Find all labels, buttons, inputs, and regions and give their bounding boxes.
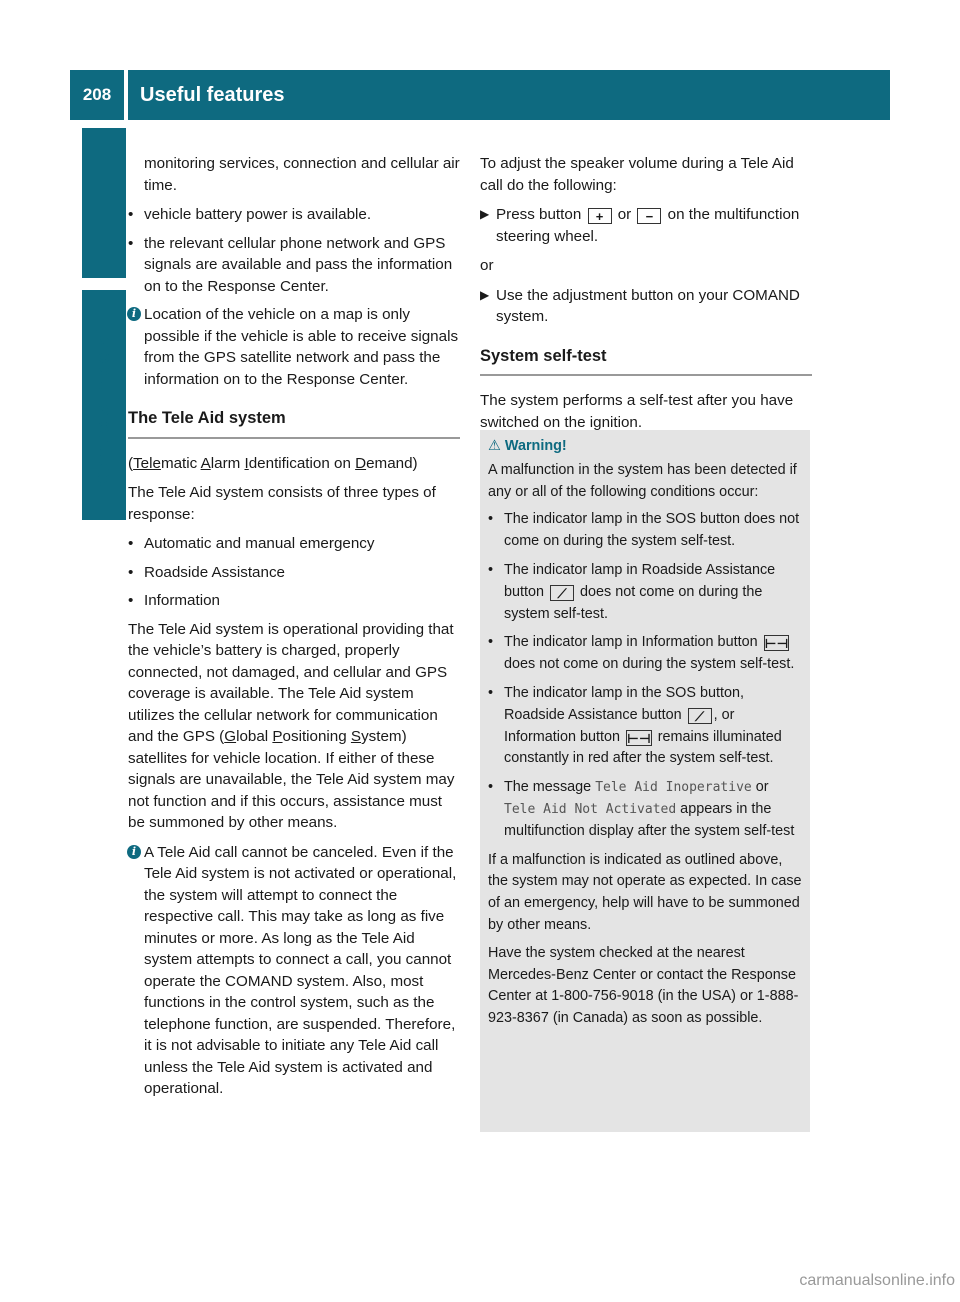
intro-continuation: monitoring services, connection and cellular air time. (144, 155, 460, 194)
acronym-line: (Telematic Alarm Identification on Demand) (128, 454, 418, 472)
warning-title: ⚠ Warning! (488, 438, 567, 454)
information-button-icon: ⊢⊣ (627, 730, 651, 746)
paragraph: A malfunction in the system has been detected if any or all of the following conditions occur: (488, 461, 797, 500)
list-item: • The indicator lamp in the SOS button does not come on during the system self-test. (488, 511, 800, 550)
page-title: Useful features (128, 70, 890, 120)
list-item: • Information (128, 592, 220, 609)
list-item: • the relevant cellular phone network and GPS signals are available and pass the information on to the Response Center. (128, 234, 453, 295)
warning-box (480, 430, 810, 1132)
paragraph: To adjust the speaker volume during a Tele Aid call do the following: (480, 155, 794, 194)
section-heading: System self-test (480, 346, 812, 377)
info-icon: i (127, 845, 141, 859)
left-column (128, 153, 460, 1110)
watermark: carmanualsonline.info (799, 1272, 955, 1289)
list-item: • The indicator lamp in Information button ⊢⊣ does not come on during the system self-test. (488, 634, 795, 673)
page-number: 208 (70, 70, 124, 120)
info-note: i Location of the vehicle on a map is only possible if the vehicle is able to receive signals from the GPS satellite network and pass the information on to the Response Center. (128, 304, 460, 390)
list-item: • vehicle battery power is available. (128, 206, 372, 223)
list-item: • Roadside Assistance (128, 563, 285, 581)
roadside-assistance-icon: ⟋ (688, 708, 712, 724)
sidebar-block (82, 128, 126, 278)
instruction-step: ▶ Press button + or − on the multifunction steering wheel. (480, 206, 800, 245)
paragraph: Have the system checked at the nearest Mercedes-Benz Center or contact the Response Center at 1-800-756-9018 (in the USA) or 1-888-923-8367 (in Canada) as soon as possible. (488, 944, 799, 1027)
section-heading: The Tele Aid system (128, 408, 460, 439)
instruction-step: ▶ Use the adjustment button on your COMAND system. (480, 286, 800, 325)
information-button-icon: ⊢⊣ (764, 636, 789, 652)
paragraph: The system performs a self-test after you have switched on the ignition. (480, 392, 794, 431)
paragraph: The Tele Aid system is operational providing that the vehicle’s battery is charged, properly connected, not damaged, and cellular and GPS coverage is available. The Tele Aid system utilizes the cellular network for communication and the GPS (Global Positioning System) satellites for vehicle location. If either of these signals are unavailable, the Tele Aid system may not function and if this occurs, assistance must be summoned by other means. (128, 620, 455, 831)
info-icon: i (127, 307, 141, 321)
right-column (480, 153, 812, 441)
paragraph: If a malfunction is indicated as outlined above, the system may not operate as expected. In case of an emergency, help will have to be summoned by other means. (488, 851, 802, 933)
list-item: • Automatic and manual emergency (128, 535, 375, 552)
warning-icon: ⚠ (488, 438, 505, 454)
roadside-assistance-icon: ⟋ (550, 585, 574, 601)
list-item: • The indicator lamp in Roadside Assistance button ⟋ does not come on during the system self-test. (488, 561, 776, 622)
arrow-icon: ▶ (480, 207, 490, 221)
info-note: i A Tele Aid call cannot be canceled. Even if the Tele Aid system is not activated or operational, the system will attempt to connect the respective call. This may take as long as five minutes or more. As long as the Tele Aid system attempts to connect a call, you cannot operate the COMAND system. Also, most functions in the control system, such as the telephone function, are suspended. Therefore, it is not advisable to initiate any Tele Aid call unless the Tele Aid system is activated and operational. (128, 842, 460, 1100)
plus-button-icon: + (588, 208, 612, 224)
list-item: • The message Tele Aid Inoperative or Tele Aid Not Activated appears in the multifunction display after the system self-test (488, 779, 795, 839)
minus-button-icon: − (637, 208, 661, 224)
sidebar-label: Controls in detail (92, 323, 115, 487)
list-item: • The indicator lamp in the SOS button, Roadside Assistance button ⟋ , or Information button ⊢⊣ remains illuminated constantly in red after the system self-test. (488, 684, 782, 767)
arrow-icon: ▶ (480, 287, 490, 302)
paragraph: or (480, 257, 494, 274)
paragraph: The Tele Aid system consists of three types of response: (128, 484, 436, 523)
